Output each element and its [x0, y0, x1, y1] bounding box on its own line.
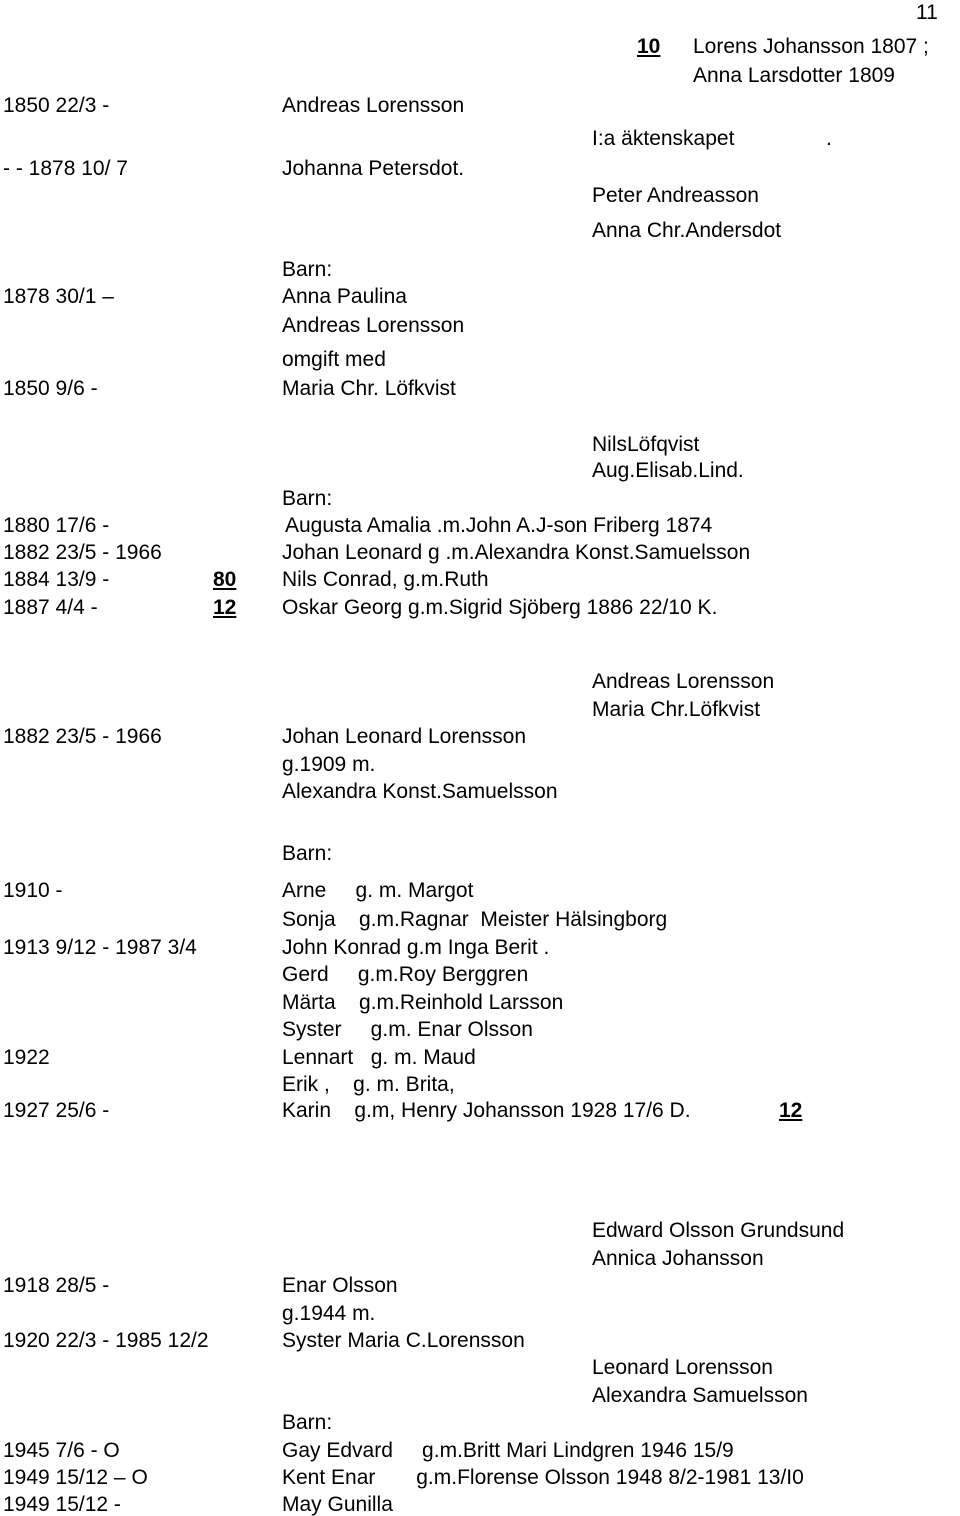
children-label: Barn:: [282, 1411, 333, 1434]
parent-2: Annica Johansson: [592, 1247, 764, 1270]
child-3-name: May Gunilla: [282, 1493, 393, 1516]
first-wife-date: - - 1878 10/ 7: [3, 157, 128, 180]
child-row-4-ref: 12: [213, 596, 237, 619]
child-row-3-name: Nils Conrad, g.m.Ruth: [282, 568, 489, 591]
child-row-3-date: 1884 13/9 -: [3, 568, 110, 591]
child-6-name: Syster g.m. Enar Olsson: [282, 1018, 533, 1041]
child-3-date: 1913 9/12 - 1987 3/4: [3, 936, 197, 959]
second-wife-name: Maria Chr. Löfkvist: [282, 377, 456, 400]
child-2-name: Kent Enar g.m.Florense Olsson 1948 8/2-1981 13/I0: [282, 1466, 804, 1489]
first-wife-parent-1: Peter Andreasson: [592, 184, 759, 207]
parents-line-2: Anna Larsdotter 1809: [693, 64, 895, 87]
children-label: Barn:: [282, 842, 333, 865]
child-row-2-date: 1882 23/5 - 1966: [3, 541, 162, 564]
child-date: 1878 30/1 –: [3, 285, 114, 308]
spouse-name: Alexandra Konst.Samuelsson: [282, 780, 558, 803]
husband-date: 1918 28/5 -: [3, 1274, 110, 1297]
parent-1: Edward Olsson Grundsund: [592, 1219, 845, 1242]
child-1-date: 1910 -: [3, 879, 63, 902]
child-1-name: Gay Edvard g.m.Britt Mari Lindgren 1946 15/9: [282, 1439, 734, 1462]
person-date: 1882 23/5 - 1966: [3, 725, 162, 748]
parents-line-1: Lorens Johansson 1807 ;: [693, 35, 929, 58]
child-1-name: Arne g. m. Margot: [282, 879, 474, 902]
child-9-ref: 12: [779, 1099, 803, 1122]
child-row-1-date: 1880 17/6 -: [3, 514, 110, 537]
child-7-date: 1922: [3, 1046, 50, 1069]
child-row-4-date: 1887 4/4 -: [3, 596, 98, 619]
marriage-note: I:a äktenskapet: [592, 127, 735, 150]
children-2-label: Barn:: [282, 487, 333, 510]
first-wife-name: Johanna Petersdot.: [282, 157, 465, 180]
person-name: Johan Leonard Lorensson: [282, 725, 527, 748]
husband-name: Enar Olsson: [282, 1274, 398, 1297]
wife-parent-2: Alexandra Samuelsson: [592, 1384, 808, 1407]
child-1-date: 1945 7/6 - O: [3, 1439, 120, 1462]
married-note: g.1909 m.: [282, 753, 376, 776]
page-number: 11: [916, 1, 938, 24]
husband-name-repeat: Andreas Lorensson: [282, 314, 465, 337]
second-wife-parent-1: NilsLöfqvist: [592, 433, 700, 456]
family-ref-number: 10: [637, 35, 661, 58]
child-2-name: Sonja g.m.Ragnar Meister Hälsingborg: [282, 908, 668, 931]
wife-parent-1: Leonard Lorensson: [592, 1356, 773, 1379]
remarried-label: omgift med: [282, 348, 386, 371]
children-label: Barn:: [282, 258, 333, 281]
child-5-name: Märta g.m.Reinhold Larsson: [282, 991, 564, 1014]
child-row-4-name: Oskar Georg g.m.Sigrid Sjöberg 1886 22/10 K.: [282, 596, 718, 619]
child-3-date: 1949 15/12 -: [3, 1493, 121, 1516]
wife-date: 1920 22/3 - 1985 12/2: [3, 1329, 209, 1352]
second-wife-date: 1850 9/6 -: [3, 377, 98, 400]
husband-date: 1850 22/3 -: [3, 94, 110, 117]
parent-1: Andreas Lorensson: [592, 670, 775, 693]
marriage-note-dot: .: [826, 127, 832, 150]
child-8-name: Erik , g. m. Brita,: [282, 1073, 455, 1096]
parent-2: Maria Chr.Löfkvist: [592, 698, 761, 721]
child-2-date: 1949 15/12 – O: [3, 1466, 148, 1489]
husband-name: Andreas Lorensson: [282, 94, 465, 117]
child-9-date: 1927 25/6 -: [3, 1099, 110, 1122]
wife-name: Syster Maria C.Lorensson: [282, 1329, 525, 1352]
child-name: Anna Paulina: [282, 285, 407, 308]
child-7-name: Lennart g. m. Maud: [282, 1046, 476, 1069]
child-3-name: John Konrad g.m Inga Berit .: [282, 936, 550, 959]
first-wife-parent-2: Anna Chr.Andersdot: [592, 219, 782, 242]
child-row-3-ref: 80: [213, 568, 237, 591]
child-row-1-name: Augusta Amalia .m.John A.J-son Friberg 1874: [285, 514, 713, 537]
child-4-name: Gerd g.m.Roy Berggren: [282, 963, 529, 986]
child-row-2-name: Johan Leonard g .m.Alexandra Konst.Samuelsson: [282, 541, 751, 564]
child-9-name: Karin g.m, Henry Johansson 1928 17/6 D.: [282, 1099, 691, 1122]
married-note: g.1944 m.: [282, 1302, 376, 1325]
second-wife-parent-2: Aug.Elisab.Lind.: [592, 459, 744, 482]
